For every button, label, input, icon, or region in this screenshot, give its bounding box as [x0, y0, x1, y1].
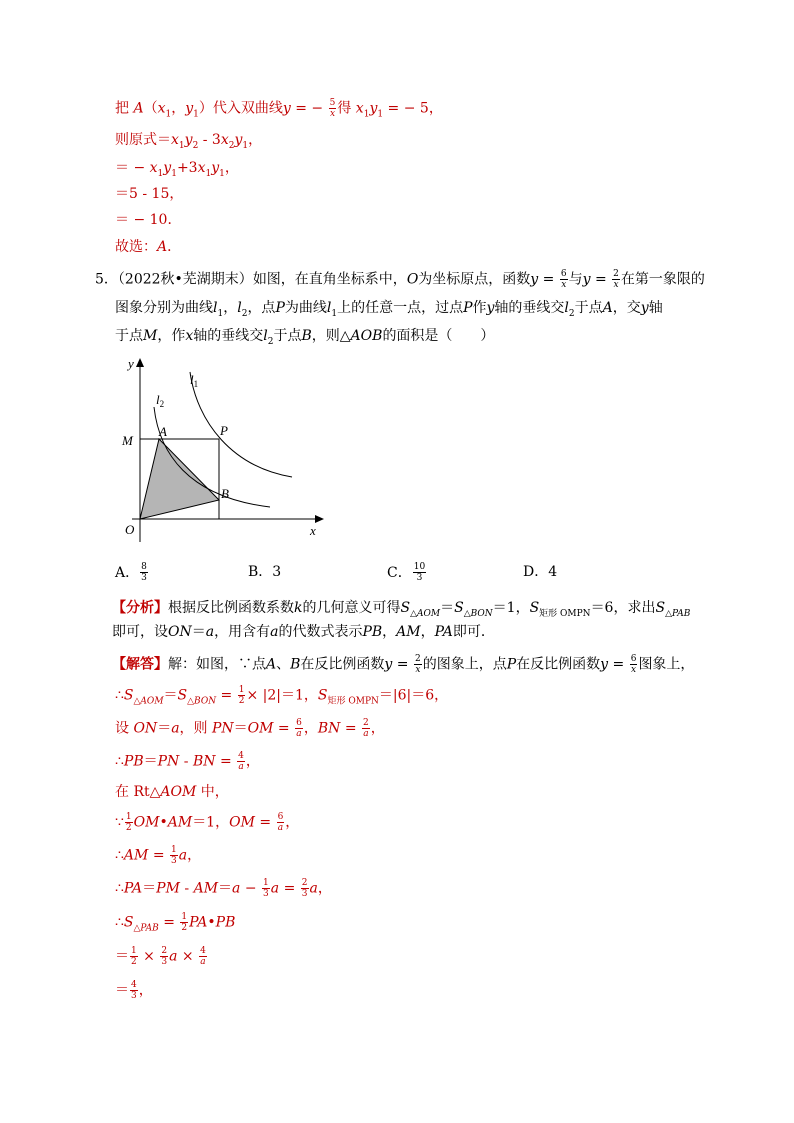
- label-x: x: [310, 523, 316, 538]
- label-a: A: [159, 424, 167, 439]
- prev-line-5: ＝ − 10．: [115, 212, 182, 228]
- prev-line-4: ＝5 - 15，: [115, 186, 184, 202]
- option-d[interactable]: D．4: [523, 564, 558, 580]
- answer-line-10: ＝ $\frac{1}{2}$ × $\frac{2}{3}$ a × $\frac{4}{a}$: [115, 946, 206, 967]
- option-a[interactable]: A． $\frac{8}{3}$: [115, 562, 147, 583]
- problem-line-3: 于点M，作x轴的垂线交$l_2$于点B，则△AOB的面积是（ ）: [115, 328, 495, 347]
- label-y: y: [128, 356, 134, 371]
- problem-line-1: 5．（2022秋•芜湖期末）如图，在直角坐标系中，O为坐标原点，函数y = $\frac{6}{x}$ 与y = $\frac{2}{x}$ 在第一象限的: [95, 269, 705, 290]
- label-b: B: [221, 486, 229, 501]
- prev-line-2: 则原式$=x_1y_2 - 3x_2y_1$，: [115, 132, 263, 151]
- label-m: M: [122, 433, 133, 448]
- y-axis-arrow: [136, 358, 144, 367]
- analysis-line-1: 【分析】根据反比例函数系数k的几何意义可得$S_{\triangle AOM}=S_{\triangle BON}=1$，$S_{矩形 OMPN}=6$，求出$S_{\triangle PAB}$: [112, 600, 691, 619]
- answer-line-1: 【解答】解：如图，∵点A、B在反比例函数y = $\frac{2}{x}$ 的图象上，点P在反比例函数y = $\frac{6}{x}$ 图象上，: [112, 654, 695, 675]
- problem-line-2: 图象分别为曲线$l_1$，$l_2$，点P为曲线$l_1$上的任意一点，过点P作y轴的垂线交$l_2$于点A，交y轴: [115, 300, 663, 319]
- coordinate-figure: [112, 352, 332, 542]
- curve-l1: [190, 372, 292, 477]
- label-origin: O: [125, 522, 135, 537]
- answer-line-6: ∵ $\frac{1}{2}$ OM•AM＝1，OM = $\frac{6}{a}$ ，: [115, 812, 300, 833]
- problem-source: （2022秋•芜湖期末）: [117, 271, 253, 288]
- problem-number: 5．: [95, 271, 118, 288]
- answer-line-2: $\therefore S_{\triangle AOM}=S_{\triangle BON}$ = $\frac{1}{2}$ × |2|＝1，$S_{矩形 OMPN}=|6|=6$，: [115, 685, 449, 707]
- answer-line-3: 设 ON＝a，则 PN＝OM = $\frac{6}{a}$ ，BN = $\frac{2}{a}$ ，: [115, 718, 385, 739]
- option-b[interactable]: B．3: [248, 564, 282, 580]
- answer-line-4: ∴PB＝PN - BN = $\frac{4}{a}$ ，: [115, 751, 260, 772]
- prev-line-3: ＝ − $x_1y_1+3x_1y_1$，: [115, 160, 239, 179]
- analysis-tag: 【分析】: [112, 600, 168, 616]
- prev-line-6: 故选：A．: [115, 239, 182, 255]
- answer-line-7: ∴AM = $\frac{1}{3}$ a，: [115, 845, 202, 866]
- triangle-aob: [140, 439, 219, 519]
- answer-line-5: 在 Rt△AOM 中，: [115, 784, 229, 800]
- label-l2: $l_2$: [156, 392, 165, 409]
- option-c[interactable]: C． $\frac{10}{3}$: [387, 562, 426, 583]
- label-l1: $l_1$: [190, 372, 199, 389]
- answer-line-8: ∴PA＝PM - AM＝a − $\frac{1}{3}$ a = $\frac{2}{3}$ a，: [115, 878, 332, 899]
- label-p: P: [220, 423, 228, 438]
- x-axis-arrow: [315, 515, 324, 523]
- analysis-line-2: 即可，设ON＝a，用含有a的代数式表示PB，AM，PA即可．: [112, 624, 495, 640]
- answer-line-9: $\therefore S_{\triangle PAB}$ = $\frac{1}{2}$ PA•PB: [115, 912, 236, 934]
- answer-line-11: ＝ $\frac{4}{3}$ ，: [115, 980, 153, 1001]
- prev-line-1: 把 $A(x_1$，$y_1$）代入双曲线y = − $\frac{5}{x}$ 得 $x_1y_1$ = − 5，: [115, 98, 443, 120]
- answer-tag: 【解答】: [112, 656, 168, 673]
